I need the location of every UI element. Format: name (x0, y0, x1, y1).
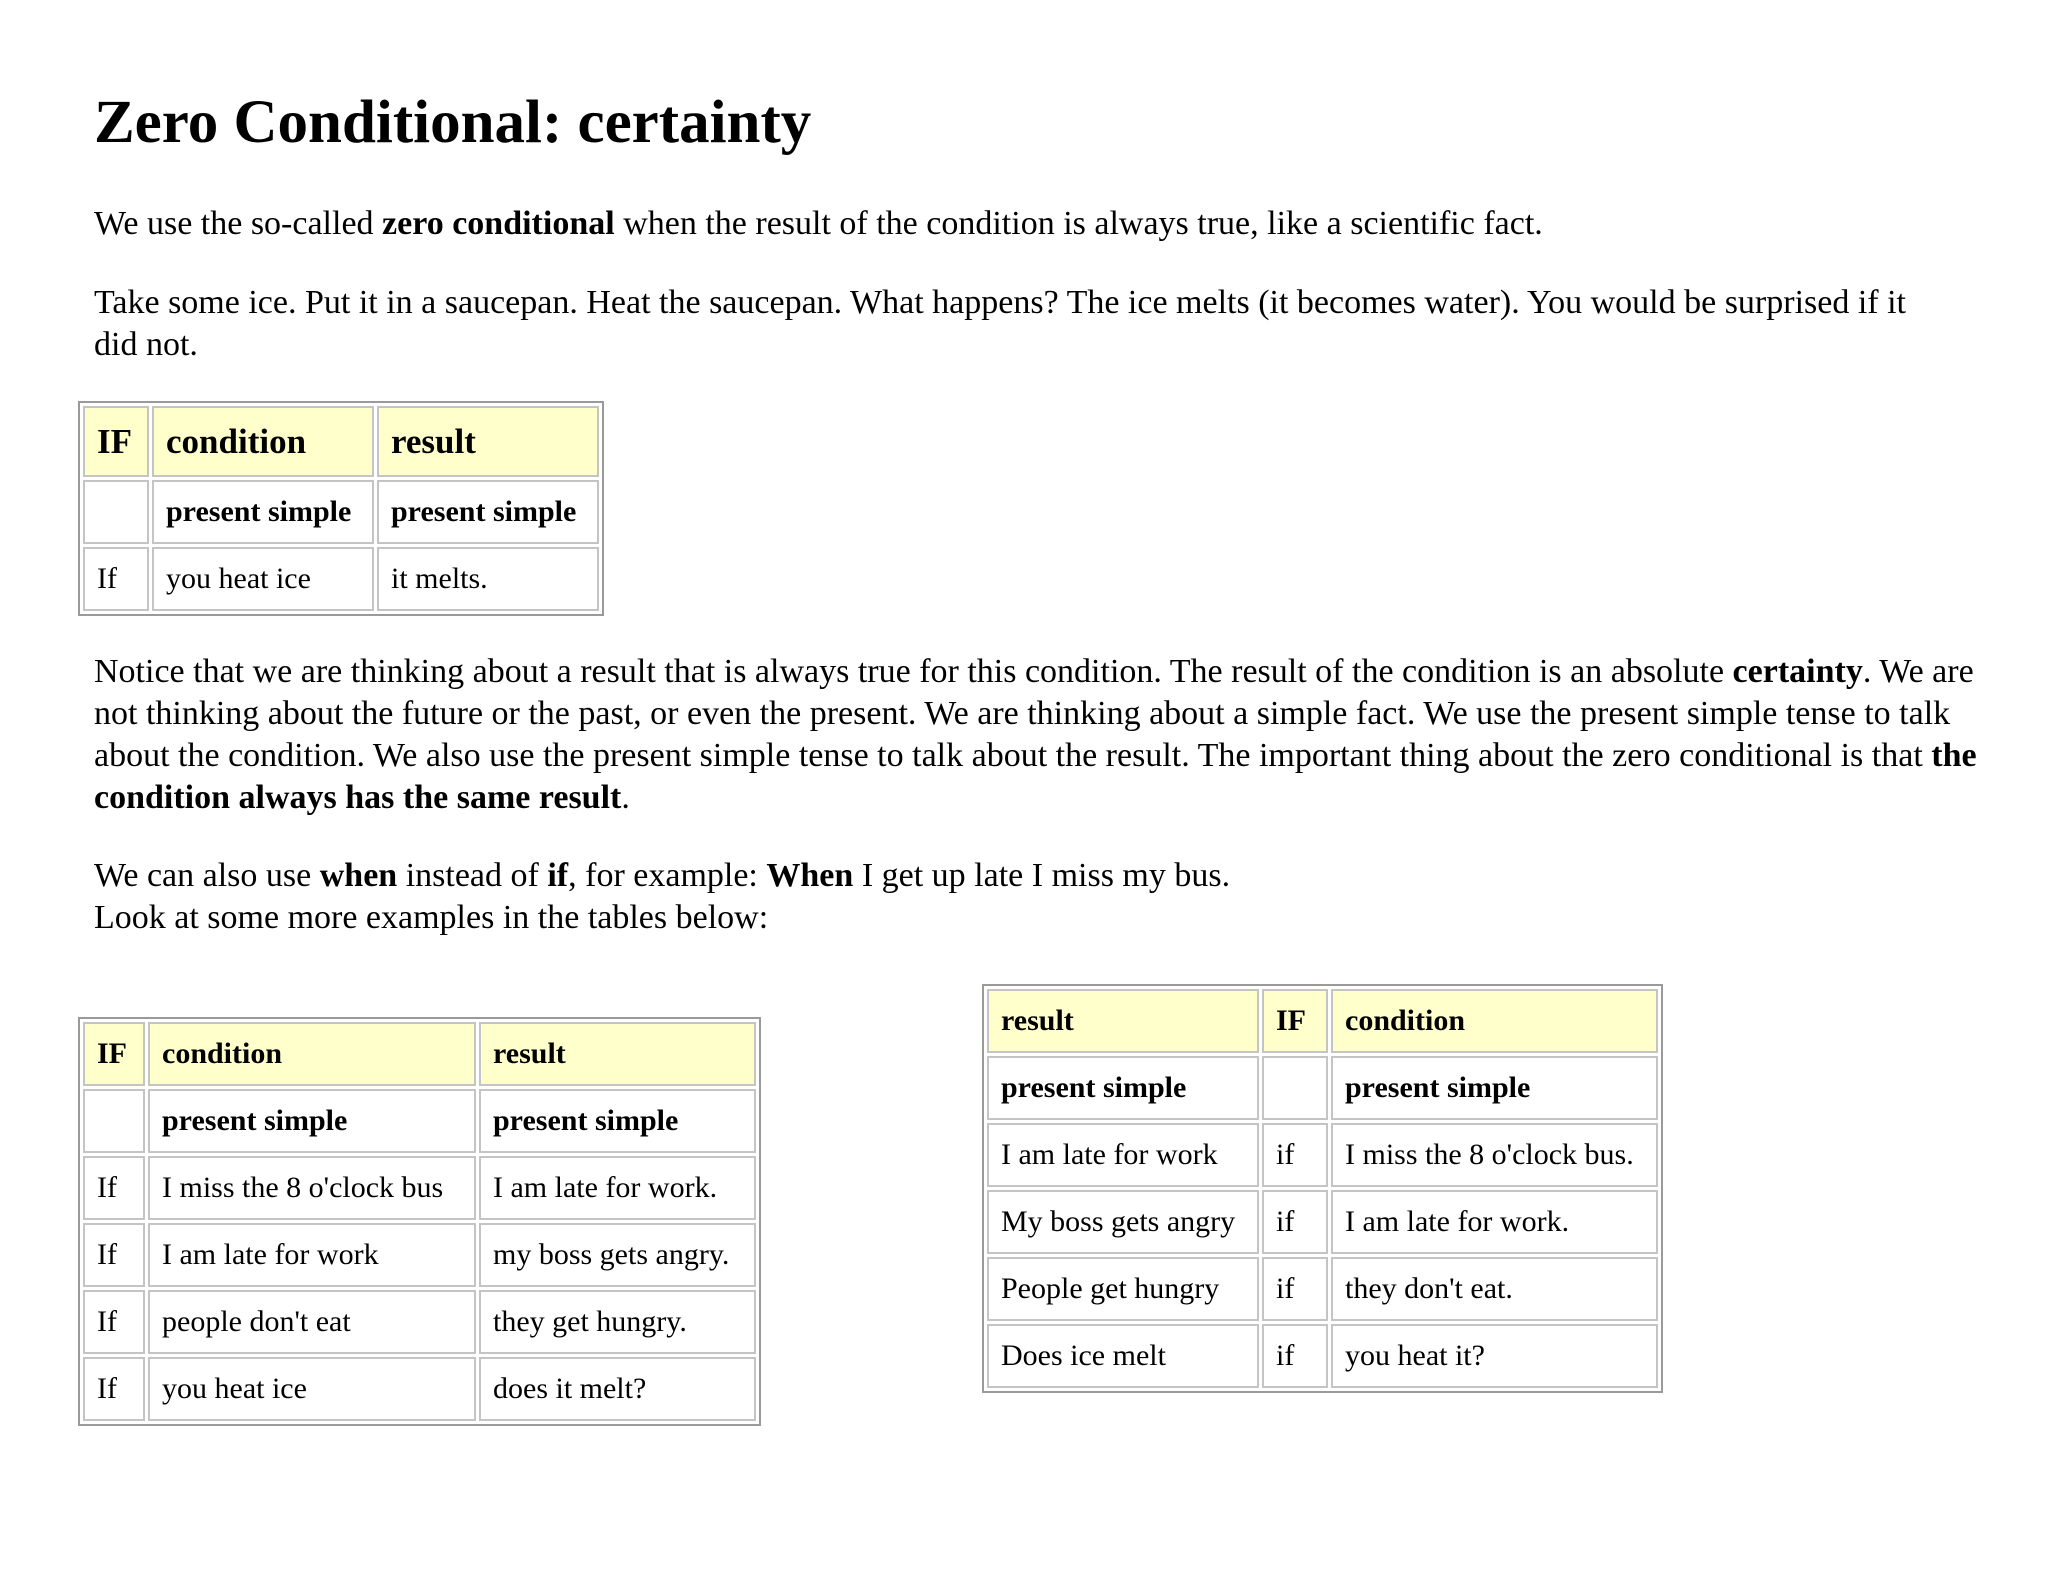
header-cell: result (987, 989, 1259, 1053)
table-row (83, 1357, 756, 1421)
subheader-cell (1262, 1056, 1328, 1120)
notice-bold-certainty: certainty (1732, 653, 1863, 690)
when-text-2: instead of (397, 857, 548, 894)
table-cell: I miss the 8 o'clock bus. (1331, 1123, 1658, 1187)
table-row (987, 1123, 1658, 1187)
table-cell: My boss gets angry (987, 1190, 1259, 1254)
intro-bold-term: zero conditional (382, 205, 615, 242)
subheader-cell (83, 1089, 145, 1153)
header-cell: condition (148, 1022, 476, 1086)
table-subheader-row (987, 1056, 1658, 1120)
table-cell: does it melt? (479, 1357, 756, 1421)
table-header-row (83, 406, 599, 477)
when-bold-if: if (547, 857, 569, 894)
table-row (83, 547, 599, 611)
notice-bold-same-result: the condition always has the same result (94, 737, 1977, 816)
table-cell: I am late for work (148, 1223, 476, 1287)
header-cell: IF (83, 406, 149, 477)
table-cell: I am late for work (987, 1123, 1259, 1187)
header-cell: condition (152, 406, 374, 477)
table-cell: it melts. (377, 547, 599, 611)
table-cell: if (1262, 1190, 1328, 1254)
when-bold-when-example: When (766, 857, 854, 894)
table-cell: they don't eat. (1331, 1257, 1658, 1321)
table-cell: If (83, 1156, 145, 1220)
when-text-1: We can also use (94, 857, 320, 894)
table-cell: they get hungry. (479, 1290, 756, 1354)
intro-paragraph (94, 203, 1994, 245)
table-row (987, 1257, 1658, 1321)
table-cell: people don't eat (148, 1290, 476, 1354)
header-cell: condition (1331, 989, 1658, 1053)
subheader-cell: present simple (148, 1089, 476, 1153)
notice-text-1: Notice that we are thinking about a result that is always true for this condition. The result of the condition is an absolute (94, 653, 1733, 690)
header-cell: IF (83, 1022, 145, 1086)
table-header-row (987, 989, 1658, 1053)
table-cell: if (1262, 1257, 1328, 1321)
table-cell: if (1262, 1324, 1328, 1388)
subheader-cell: present simple (987, 1056, 1259, 1120)
page-title: Zero Conditional: certainty (94, 89, 812, 156)
intro-text-2: when the result of the condition is always true, like a scientific fact. (614, 205, 1543, 242)
notice-text-2: . We are not thinking about the future or the past, or even the present. We are thinking about a simple fact. We use the present simple tense to talk about the condition. We also use the present simple tense to talk about the result. The important thing about the zero conditional is that (94, 653, 1974, 774)
table-cell: If (83, 547, 149, 611)
table-subheader-row (83, 1089, 756, 1153)
header-cell: result (377, 406, 599, 477)
table-result-first-examples (982, 984, 1663, 1393)
when-text-line2: Look at some more examples in the tables below: (94, 899, 769, 936)
table-subheader-row (83, 480, 599, 544)
when-bold-when: when (319, 857, 398, 894)
table-row (987, 1324, 1658, 1388)
header-cell: IF (1262, 989, 1328, 1053)
table-cell: you heat ice (152, 547, 374, 611)
table-row (83, 1223, 756, 1287)
subheader-cell: present simple (1331, 1056, 1658, 1120)
table-row (83, 1290, 756, 1354)
table-cell: if (1262, 1123, 1328, 1187)
table-cell: People get hungry (987, 1257, 1259, 1321)
table-row (83, 1156, 756, 1220)
subheader-cell: present simple (479, 1089, 756, 1153)
table-header-row (83, 1022, 756, 1086)
table-cell: you heat it? (1331, 1324, 1658, 1388)
table-cell: I miss the 8 o'clock bus (148, 1156, 476, 1220)
notice-text-3: . (621, 779, 630, 816)
when-paragraph (94, 855, 1994, 939)
header-cell: result (479, 1022, 756, 1086)
table-basic-example (78, 401, 604, 616)
table-if-first-examples (78, 1017, 761, 1426)
notice-paragraph (94, 651, 1994, 819)
example-paragraph: Take some ice. Put it in a saucepan. Heat the saucepan. What happens? The ice melts (it becomes water). You would be surprised if it did not. (94, 284, 1906, 363)
subheader-cell: present simple (377, 480, 599, 544)
subheader-cell (83, 480, 149, 544)
subheader-cell: present simple (152, 480, 374, 544)
table-cell: I am late for work. (1331, 1190, 1658, 1254)
when-text-4: I get up late I miss my bus. (853, 857, 1231, 894)
table-cell: Does ice melt (987, 1324, 1259, 1388)
table-cell: If (83, 1290, 145, 1354)
table-cell: I am late for work. (479, 1156, 756, 1220)
table-cell: you heat ice (148, 1357, 476, 1421)
table-cell: my boss gets angry. (479, 1223, 756, 1287)
table-row (987, 1190, 1658, 1254)
table-cell: If (83, 1223, 145, 1287)
table-cell: If (83, 1357, 145, 1421)
when-text-3: , for example: (568, 857, 767, 894)
intro-text-1: We use the so-called (94, 205, 383, 242)
